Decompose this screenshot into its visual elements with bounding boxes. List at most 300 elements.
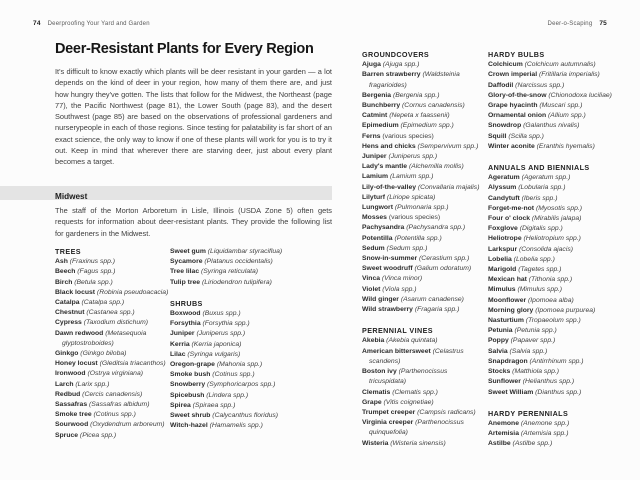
plant-latin-name: (Vinca minor) (380, 275, 423, 283)
plant-latin-name: (Liriope spicata) (385, 193, 436, 201)
plant-latin-name: (Iberis spp.) (519, 194, 558, 202)
running-head-left (33, 20, 150, 27)
plant-latin-name: (Buxus spp.) (200, 310, 241, 318)
column-left-page-2 (170, 247, 283, 442)
plant-common-name: Heliotrope (488, 235, 522, 243)
plant-latin-name: (Clematis spp.) (390, 388, 438, 396)
column-right-page-2 (488, 50, 621, 461)
plant-latin-name: (Liriodendron tulipifera) (200, 278, 272, 286)
plant-common-name: Barren strawberry (362, 71, 421, 79)
plant-common-name: Morning glory (488, 306, 534, 314)
plant-item (362, 295, 483, 305)
plant-latin-name: (Lobularia spp.) (516, 184, 566, 192)
plant-latin-name: (Syringa vulgaris) (185, 350, 241, 358)
plant-item (488, 224, 621, 234)
plant-item (488, 439, 621, 449)
plant-latin-name: (Tagetes spp.) (516, 266, 562, 274)
plant-common-name: Witch-hazel (170, 422, 208, 430)
plant-item (55, 359, 181, 369)
plant-latin-name: (Astilbe spp.) (510, 440, 553, 448)
plant-latin-name: (Liquidambar styraciflua) (205, 248, 283, 255)
plant-group-annuals-biennials (488, 163, 621, 398)
plant-latin-name: (various species) (386, 214, 441, 222)
plant-item (488, 265, 621, 275)
plant-common-name: Vinca (362, 275, 381, 283)
plant-item (170, 370, 283, 380)
plant-latin-name: (Convallaria majalis) (416, 183, 480, 191)
plant-common-name: Salvia (488, 347, 508, 355)
plant-item (488, 132, 621, 142)
plant-item (488, 101, 621, 111)
plant-common-name: Juniper (362, 153, 387, 161)
plant-latin-name: (Alchemilla mollis) (407, 163, 464, 171)
plant-item (488, 326, 621, 336)
plant-latin-name: (Fritillaria imperialis) (537, 71, 600, 79)
plant-common-name: Beech (55, 268, 76, 276)
plant-latin-name: (Kerria japonica) (189, 340, 242, 348)
plant-common-name: Winter aconite (488, 142, 535, 150)
plant-common-name: Violet (362, 285, 381, 293)
plant-common-name: Boxwood (170, 310, 201, 318)
plant-common-name: Bergenia (362, 91, 392, 99)
plant-latin-name: (Spiraea spp.) (190, 401, 236, 409)
plant-item (362, 367, 483, 387)
plant-common-name: Stocks (488, 368, 511, 376)
plant-item (55, 431, 181, 441)
plant-latin-name: (Galium odoratum) (412, 265, 472, 273)
plant-item (362, 336, 483, 346)
plant-item (488, 316, 621, 326)
plant-latin-name: (Cotinus spp.) (91, 411, 136, 419)
plant-latin-name: (Oxydendrum arboreum) (88, 421, 165, 429)
plant-latin-name: (Digitalis spp.) (517, 225, 563, 233)
plant-item (55, 298, 181, 308)
plant-latin-name: (Forsythia spp.) (200, 320, 250, 328)
plant-item (362, 121, 483, 131)
plant-latin-name: (Heliotropium spp.) (521, 235, 581, 243)
plant-latin-name: (Ipomoea purpurea) (533, 306, 596, 314)
plant-latin-name: (Ginkgo biloba) (78, 350, 127, 358)
plant-common-name: Artemisia (488, 430, 519, 438)
plant-latin-name: (Robinia pseudoacacia) (95, 288, 169, 296)
plant-common-name: Grape (362, 398, 382, 406)
plant-group-trees (55, 247, 181, 441)
plant-common-name: Ageratum (488, 174, 520, 182)
plant-item (488, 245, 621, 255)
section-heading-bar (0, 186, 332, 200)
plant-common-name: Dawn redwood (55, 329, 104, 337)
plant-item (362, 254, 483, 264)
plant-item (362, 223, 483, 233)
plant-common-name: Sassafras (55, 401, 88, 409)
plant-common-name: Lady's mantle (362, 163, 408, 171)
plant-latin-name: (Fagus spp.) (75, 268, 116, 276)
plant-group-hardy-perennials (488, 409, 621, 450)
group-heading-hardy-bulbs: HARDY BULBS (488, 50, 545, 59)
plant-item (362, 142, 483, 152)
plant-item (362, 213, 483, 223)
plant-latin-name: (Antirrhinum spp.) (527, 357, 584, 365)
plant-item (55, 420, 181, 430)
plant-common-name: Tree lilac (170, 268, 200, 276)
plant-common-name: Black locust (55, 288, 96, 296)
plant-common-name: Tulip tree (170, 278, 201, 286)
plant-common-name: American bittersweet (362, 347, 431, 355)
plant-common-name: Honey locust (55, 360, 98, 368)
plant-item (362, 285, 483, 295)
plant-group-perennial-vines (362, 326, 483, 448)
plant-latin-name: (Consolida ajacis) (517, 245, 574, 253)
plant-common-name: Snowdrop (488, 122, 522, 130)
plant-item (488, 296, 621, 306)
plant-common-name: Nasturtium (488, 317, 524, 325)
plant-item (170, 421, 283, 431)
plant-latin-name: (Waldsteinia fragarioides) (369, 71, 460, 89)
plant-item (488, 121, 621, 131)
plant-latin-name: (Cerastium spp.) (417, 255, 470, 263)
plant-item (488, 204, 621, 214)
plant-item (362, 152, 483, 162)
plant-item (170, 257, 283, 267)
plant-item (170, 391, 283, 401)
plant-common-name: Ginkgo (55, 350, 79, 358)
plant-item (170, 340, 283, 350)
plant-common-name: Ironwood (55, 370, 86, 378)
plant-common-name: Lilyturf (362, 193, 386, 201)
plant-common-name: Alyssum (488, 184, 517, 192)
plant-latin-name: (Eranthis hyemalis) (534, 142, 595, 150)
plant-item (362, 418, 483, 438)
plant-latin-name: (Allium spp.) (546, 112, 586, 120)
running-title-left: Deerproofing Your Yard and Garden (47, 21, 150, 27)
plant-common-name: Sweet gum (170, 248, 206, 255)
plant-common-name: Squill (488, 132, 507, 140)
column-left-page-1 (55, 247, 181, 452)
plant-item (362, 408, 483, 418)
plant-latin-name: (Larix spp.) (73, 380, 110, 388)
plant-latin-name: (Juniperus spp.) (194, 330, 246, 338)
plant-latin-name: (Bergenia spp.) (391, 91, 440, 99)
group-heading-shrubs: SHRUBS (170, 298, 203, 308)
plant-item (488, 306, 621, 316)
plant-common-name: Sweet shrub (170, 412, 211, 420)
plant-latin-name: (Juniperus spp.) (386, 153, 438, 161)
plant-latin-name: (Ajuga spp.) (380, 61, 420, 69)
plant-latin-name: (Fraxinus spp.) (67, 258, 116, 266)
plant-latin-name: (Pachysandra spp.) (404, 224, 466, 232)
plant-latin-name: (Nepeta x faassenii) (387, 112, 450, 120)
plant-latin-name: (Symphoricarpos spp.) (205, 381, 276, 389)
plant-common-name: Ajuga (362, 61, 381, 69)
plant-item (362, 264, 483, 274)
plant-item (55, 308, 181, 318)
plant-list-hardy-perennials (488, 419, 621, 450)
plant-item (55, 288, 181, 298)
plant-list-trees-continued (170, 247, 283, 288)
plant-latin-name: (Platanus occidentalis) (202, 258, 273, 266)
plant-item (362, 347, 483, 367)
plant-latin-name: (Castanea spp.) (84, 309, 135, 317)
plant-item (55, 369, 181, 379)
plant-group-groundcovers (362, 50, 483, 315)
plant-latin-name: (Tropaeolum spp.) (523, 317, 581, 325)
plant-item (55, 278, 181, 288)
plant-common-name: Daffodil (488, 81, 514, 89)
plant-item (55, 390, 181, 400)
plant-common-name: Snowberry (170, 381, 206, 389)
plant-latin-name: (Lindera spp.) (204, 391, 249, 399)
plant-item (362, 91, 483, 101)
plant-item (55, 318, 181, 328)
plant-common-name: Spruce (55, 431, 79, 439)
plant-item (362, 439, 483, 449)
plant-common-name: Forsythia (170, 320, 201, 328)
plant-item (488, 419, 621, 429)
plant-item (362, 132, 483, 142)
plant-item (488, 347, 621, 357)
plant-latin-name: (Sempervivum spp.) (415, 142, 479, 150)
plant-common-name: Spirea (170, 401, 191, 409)
plant-common-name: Lobelia (488, 255, 512, 263)
plant-item (55, 349, 181, 359)
plant-latin-name: (Syringa reticulata) (199, 268, 259, 276)
plant-common-name: Anemone (488, 419, 519, 427)
plant-item (488, 142, 621, 152)
plant-common-name: Glory-of-the-snow (488, 91, 547, 99)
plant-item (488, 388, 621, 398)
plant-latin-name: (Lamium spp.) (388, 173, 434, 181)
plant-item (488, 70, 621, 80)
plant-item (362, 244, 483, 254)
plant-item (170, 350, 283, 360)
plant-common-name: Wisteria (362, 439, 389, 447)
plant-latin-name: (Anemone spp.) (518, 419, 570, 427)
section-heading: Midwest (55, 192, 88, 201)
plant-latin-name: (Fragaria spp.) (412, 306, 460, 314)
plant-item (362, 398, 483, 408)
plant-common-name: Wild strawberry (362, 306, 413, 314)
plant-common-name: Akebia (362, 337, 385, 345)
plant-item (55, 329, 181, 349)
plant-latin-name: (Helianthus spp.) (520, 378, 575, 386)
plant-common-name: Sweet William (488, 388, 534, 396)
plant-list-shrubs (170, 309, 283, 431)
plant-latin-name: (Myosotis spp.) (534, 204, 583, 212)
plant-common-name: Mimulus (488, 286, 516, 294)
plant-common-name: Colchicum (488, 61, 523, 69)
plant-common-name: Moonflower (488, 296, 527, 304)
plant-item (170, 360, 283, 370)
plant-latin-name: (Potentilla spp.) (392, 234, 442, 242)
plant-common-name: Bunchberry (362, 102, 401, 110)
page-number-left: 74 (33, 20, 41, 27)
plant-latin-name: (Mimulus spp.) (515, 286, 563, 294)
plant-common-name: Larch (55, 380, 74, 388)
plant-latin-name: (various species) (380, 132, 434, 140)
plant-list-hardy-bulbs (488, 60, 621, 152)
plant-latin-name: (Scilla spp.) (506, 132, 544, 140)
plant-latin-name: (Matthiola spp.) (510, 368, 560, 376)
plant-latin-name: (Taxodium distichum) (81, 319, 149, 327)
plant-item (488, 214, 621, 224)
plant-common-name: Petunia (488, 327, 513, 335)
plant-common-name: Potentilla (362, 234, 393, 242)
plant-item (488, 377, 621, 387)
plant-common-name: Lungwort (362, 204, 393, 212)
plant-item (170, 309, 283, 319)
plant-latin-name: (Sedum spp.) (384, 244, 428, 252)
plant-item (488, 60, 621, 70)
plant-common-name: Mexican hat (488, 276, 527, 284)
plant-common-name: Snow-in-summer (362, 255, 418, 263)
plant-common-name: Chestnut (55, 309, 85, 317)
plant-item (170, 401, 283, 411)
plant-latin-name: (Lobelia spp.) (511, 255, 555, 263)
plant-item (55, 410, 181, 420)
plant-item (362, 234, 483, 244)
plant-item (362, 305, 483, 315)
section-intro-paragraph: The staff of the Morton Arboretum in Lisle, Illinois (USDA Zone 5) often gets requests for information about deer-resistant plants. They provide the following list for gardeners in the Midwest. (55, 206, 332, 238)
plant-common-name: Sedum (362, 244, 385, 252)
plant-common-name: Pachysandra (362, 224, 405, 232)
plant-common-name: Smoke bush (170, 371, 211, 379)
plant-common-name: Juniper (170, 330, 195, 338)
plant-common-name: Poppy (488, 337, 509, 345)
column-right-page-1 (362, 50, 483, 460)
plant-common-name: Catmint (362, 112, 388, 120)
plant-latin-name: (Petunia spp.) (512, 327, 557, 335)
plant-common-name: Crown imperial (488, 71, 538, 79)
plant-latin-name: (Metasequoia glyptostroboides) (62, 329, 147, 347)
plant-item (488, 336, 621, 346)
plant-latin-name: (Vitis coignetiae) (381, 398, 434, 406)
plant-item (488, 81, 621, 91)
plant-item (488, 173, 621, 183)
plant-item (488, 429, 621, 439)
plant-common-name: Clematis (362, 388, 391, 396)
plant-item (170, 329, 283, 339)
plant-common-name: Ornamental onion (488, 112, 547, 120)
plant-item (488, 285, 621, 295)
plant-common-name: Epimedium (362, 122, 399, 130)
plant-common-name: Ash (55, 258, 68, 266)
plant-item (170, 267, 283, 277)
plant-common-name: Smoke tree (55, 411, 92, 419)
plant-item (362, 172, 483, 182)
plant-common-name: Oregon-grape (170, 361, 215, 369)
plant-common-name: Virginia creeper (362, 419, 414, 427)
plant-item (170, 247, 283, 257)
plant-common-name: Redbud (55, 390, 81, 398)
plant-latin-name: (Campsis radicans) (415, 408, 476, 416)
plant-latin-name: (Mahonia spp.) (214, 361, 263, 369)
plant-latin-name: (Sassafras albidum) (87, 401, 150, 409)
plant-item (55, 380, 181, 390)
plant-latin-name: (Muscari spp.) (537, 102, 583, 110)
plant-common-name: Lily-of-the-valley (362, 183, 417, 191)
plant-item (362, 70, 483, 90)
plant-latin-name: (Wisteria sinensis) (388, 439, 446, 447)
plant-common-name: Grape hyacinth (488, 102, 538, 110)
intro-paragraph: It's difficult to know exactly which plants will be deer resistant in your garden — a lot depends on the kind of deer in your region, how many of them there are, and just how hungry they've gotten. The lists that follow for the Midwest, the Northeast (page 77), the Pacific Northwest (page 81), the Lower South (page 83), and the desert Southwest (page 85) are based on the observations of professional gardeners and nurserypeople in each of those regions. Since testing for palatability is far short of an exact science, the only way to know if one of these plants will work for you is to try it out. Keep in mind that wherever there are starving deer, just about every plant becomes a target. (55, 67, 332, 166)
plant-item (362, 274, 483, 284)
plant-latin-name: (Salvia spp.) (507, 347, 548, 355)
plant-latin-name: (Parthenocissus tricuspidata) (369, 368, 448, 386)
plant-latin-name: (Cotinus spp.) (210, 371, 255, 379)
plant-item (488, 183, 621, 193)
plant-group-shrubs (170, 299, 283, 432)
plant-common-name: Lamium (362, 173, 389, 181)
plant-latin-name: (Celastrus scandens) (369, 347, 464, 365)
running-head-right (548, 20, 607, 27)
page-title: Deer-Resistant Plants for Every Region (55, 41, 314, 57)
plant-latin-name: (Papaver spp.) (508, 337, 556, 345)
plant-latin-name: (Colchicum autumnalis) (522, 61, 596, 69)
plant-common-name: Four o' clock (488, 215, 531, 223)
plant-list-groundcovers (362, 60, 483, 315)
page-number-right: 75 (599, 20, 607, 27)
running-title-right: Deer-o-Scaping (547, 21, 593, 27)
plant-item (362, 203, 483, 213)
plant-item (170, 319, 283, 329)
plant-common-name: Mosses (362, 214, 387, 222)
plant-latin-name: (Picea spp.) (78, 431, 117, 439)
plant-common-name: Wild ginger (362, 295, 399, 303)
plant-common-name: Trumpet creeper (362, 408, 416, 416)
plant-list-annuals-biennials (488, 173, 621, 397)
plant-list-perennial-vines (362, 336, 483, 448)
group-heading-perennial-vines: PERENNIAL VINES (362, 326, 433, 336)
plant-item (55, 257, 181, 267)
plant-latin-name: (Hamamelis spp.) (207, 422, 263, 430)
plant-item (488, 255, 621, 265)
plant-latin-name: (Gleditsia triacanthos) (97, 360, 166, 368)
plant-item (55, 267, 181, 277)
plant-latin-name: (Artemisia spp.) (518, 430, 569, 438)
plant-common-name: Sourwood (55, 421, 89, 429)
plant-item (170, 411, 283, 421)
group-heading-hardy-perennials: HARDY PERENNIALS (488, 408, 569, 418)
plant-latin-name: (Cornus canadensis) (400, 102, 465, 110)
plant-common-name: Boston ivy (362, 368, 397, 376)
plant-item (488, 194, 621, 204)
plant-common-name: Lilac (170, 350, 186, 358)
plant-latin-name: (Parthenocissus quinquefolia) (369, 419, 464, 437)
plant-common-name: Sunflower (488, 378, 521, 386)
plant-common-name: Hens and chicks (362, 142, 416, 150)
plant-latin-name: (Dianthus spp.) (533, 388, 582, 396)
plant-item (170, 278, 283, 288)
plant-latin-name: (Mirabilis jalapa) (530, 215, 582, 223)
plant-item (488, 357, 621, 367)
plant-item (362, 60, 483, 70)
plant-item (170, 380, 283, 390)
plant-common-name: Kerria (170, 340, 190, 348)
plant-common-name: Snapdragon (488, 357, 528, 365)
plant-latin-name: (Cercis canadensis) (80, 390, 143, 398)
plant-common-name: Cypress (55, 319, 82, 327)
plant-latin-name: (Epimedium spp.) (398, 122, 454, 130)
plant-common-name: Candytuft (488, 194, 520, 202)
plant-item (488, 91, 621, 101)
plant-common-name: Foxglove (488, 225, 518, 233)
plant-item (488, 367, 621, 377)
group-heading-groundcovers: GROUNDCOVERS (362, 50, 430, 59)
plant-item (362, 101, 483, 111)
plant-latin-name: (Narcissus spp.) (513, 81, 565, 89)
group-heading-trees: TREES (55, 247, 81, 256)
plant-common-name: Birch (55, 278, 73, 286)
